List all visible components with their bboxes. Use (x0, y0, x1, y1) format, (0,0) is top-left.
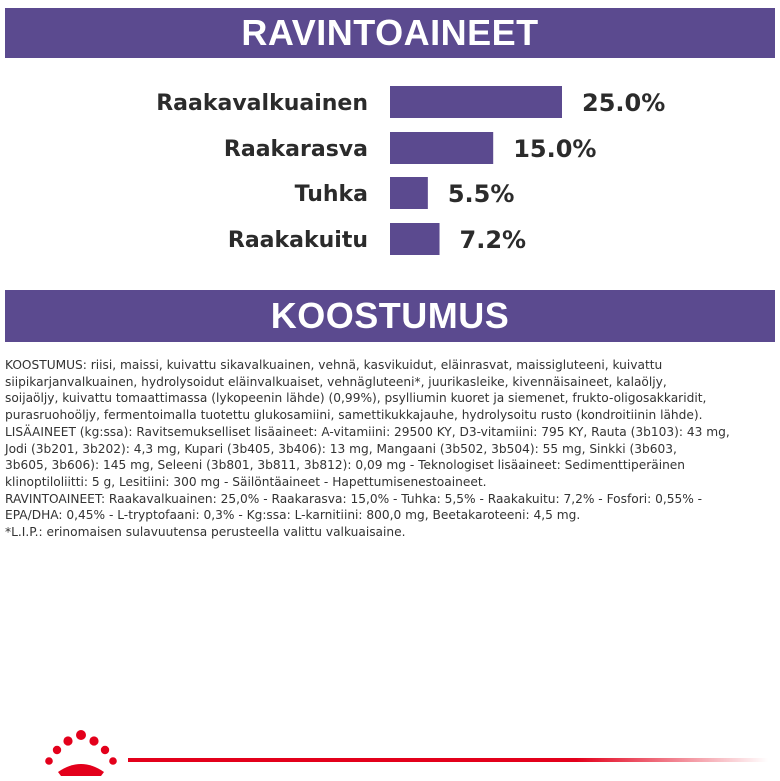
bar-raakarasva (390, 132, 493, 164)
value-label: 25.0% (582, 89, 666, 117)
composition-line: KOOSTUMUS: riisi, maissi, kuivattu sikavalkuainen, vehnä, kasvikuidut, eläinrasvat, maissigluteeni, kuivattu (5, 358, 663, 372)
composition-line: 3b605, 3b606): 145 mg, Seleeni (3b801, 3b811, 3b812): 0,09 mg - Teknologiset lisäaineet: Sedimenttiperäinen (5, 458, 686, 473)
composition-line: LISÄAINEET (kg:ssa): Ravitsemukselliset lisäaineet: A-vitamiini: 29500 KY, D3-vitamiini: 795 KY, Rauta (3b103): 43 mg, (5, 424, 730, 439)
category-label: Tuhka (294, 182, 368, 207)
composition-text (5, 357, 773, 541)
composition-line: purasruohoöljy, fermentoimalla tuotettu glukosamiini, samettikukkajauhe, hydrolysoitu rusto (kondroitiinin lähde). (5, 408, 703, 423)
value-label: 15.0% (513, 135, 597, 163)
category-label: Raakakuitu (227, 228, 368, 253)
composition-line: RAVINTOAINEET: Raakavalkuainen: 25,0% - Raakarasva: 15,0% - Tuhka: 5,5% - Raakakuitu: 7,2% - Fosfori: 0,55% - (5, 491, 703, 506)
bar-raakavalkuainen (390, 86, 562, 118)
composition-line: Jodi (3b201, 3b202): 4,3 mg, Kupari (3b405, 3b406): 13 mg, Mangaani (3b502, 3b504): 55 mg, Sinkki (3b603, (5, 441, 677, 456)
footer-red-rule (128, 758, 768, 762)
nutrient-bar-chart (0, 0, 780, 290)
composition-line: *L.I.P.: erinomaisen sulavuutensa perusteella valittu valkuaisaine. (5, 525, 406, 540)
composition-title: KOOSTUMUS (270, 295, 510, 336)
nutrients-title: RAVINTOAINEET (241, 12, 539, 53)
crown-icon (38, 728, 124, 776)
composition-line: siipikarjanvalkuainen, hydrolysoidut eläinvalkuaiset, vehnägluteeni*, juurikasleike, kivennäisaineet, kalaöljy, (5, 374, 667, 389)
value-label: 5.5% (447, 180, 515, 208)
category-label: Raakavalkuainen (156, 91, 368, 116)
composition-line: soijaöljy, kuivattu tomaattimassa (lykopeenin lähde) (0,99%), psylliumin kuoret ja siemenet, frukto-oligosakkaridit, (5, 391, 707, 406)
composition-line: klinoptiloliitti: 5 g, Lesitiini: 300 mg - Säilöntäaineet - Hapettumisenestoaineet. (5, 474, 487, 489)
value-label: 7.2% (459, 226, 527, 254)
composition-header (5, 290, 775, 342)
composition-line: EPA/DHA: 0,45% - L-tryptofaani: 0,3% - Kg:ssa: L-karnitiini: 800,0 mg, Beetakaroteeni: 4,5 mg. (5, 508, 581, 523)
bar-raakakuitu (390, 223, 440, 255)
category-label: Raakarasva (223, 137, 368, 162)
bar-tuhka (390, 177, 428, 209)
